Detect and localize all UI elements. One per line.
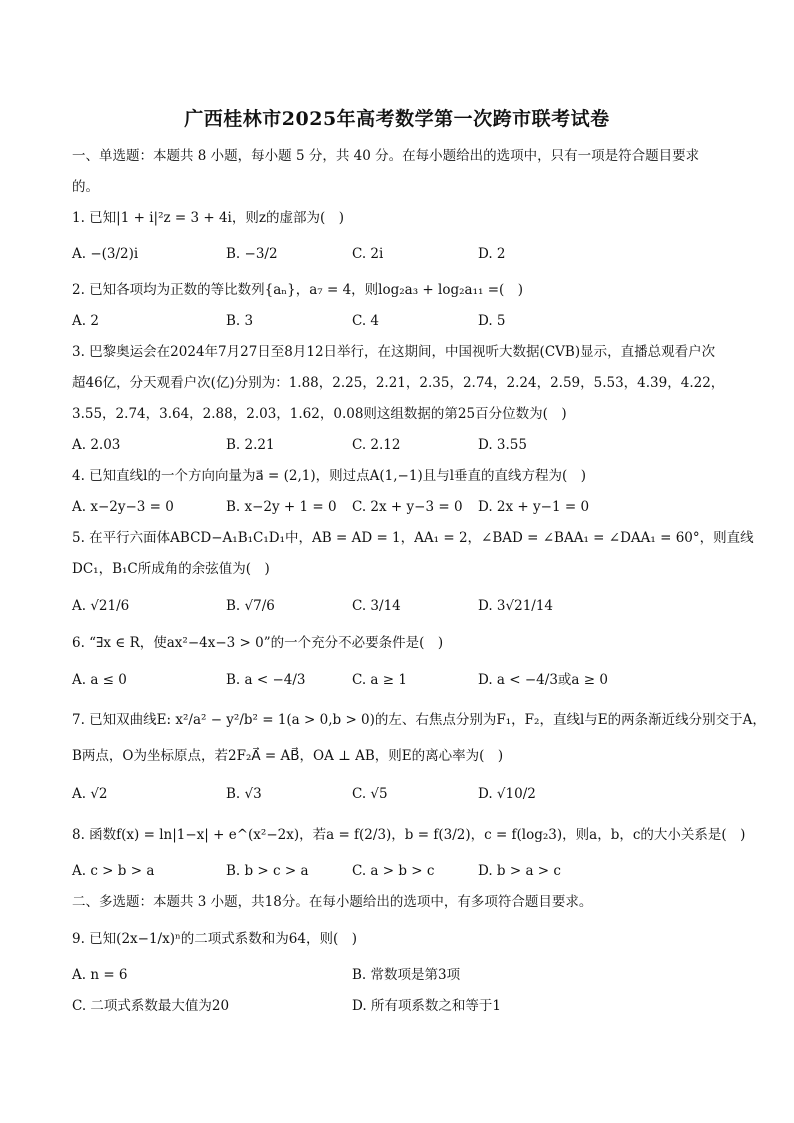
q1-option-b: B. −3/2 [226, 246, 278, 262]
q3-option-b: B. 2.21 [226, 437, 275, 453]
q1-option-d: D. 2 [478, 246, 506, 262]
q6-option-d: D. a < −4/3或a ≥ 0 [478, 672, 608, 688]
q2-option-c: C. 4 [352, 313, 380, 329]
q2-stem: 2. 已知各项均为正数的等比数列{aₙ}，a₇ = 4，则log₂a₃ + log₂a₁₁ =( ) [72, 282, 524, 298]
section1-heading-cont: 的。 [72, 179, 99, 195]
q4-option-b: B. x−2y + 1 = 0 [226, 499, 337, 515]
q9-option-d: D. 所有项系数之和等于1 [352, 998, 502, 1014]
q1-option-a: A. −(3/2)i [72, 246, 139, 262]
q2-option-d: D. 5 [478, 313, 506, 329]
q9-option-b: B. 常数项是第3项 [352, 967, 461, 983]
q3-option-c: C. 2.12 [352, 437, 401, 453]
q5-stem-line2: DC₁，B₁C所成角的余弦值为( ) [72, 561, 270, 577]
exam-title: 广西桂林市2025年高考数学第一次跨市联考试卷 [184, 108, 610, 130]
q7-option-d: D. √10/2 [478, 786, 536, 802]
q1-option-c: C. 2i [352, 246, 384, 262]
q8-stem: 8. 函数f(x) = ln|1−x| + e^(x²−2x)，若a = f(2/3)，b = f(3/2)，c = f(log₂3)，则a，b，c的大小关系是( ) [72, 827, 746, 843]
q9-option-a: A. n = 6 [72, 967, 128, 983]
q3-option-a: A. 2.03 [72, 437, 121, 453]
q6-stem: 6. “∃x ∈ R，使ax²−4x−3 > 0”的一个充分不必要条件是( ) [72, 635, 444, 651]
q7-stem-line2: B两点，O为坐标原点，若2F₂A⃗ = AB⃗，OA ⊥ AB，则E的离心率为( ) [72, 748, 504, 764]
q3-stem-line2: 超46亿，分天观看户次(亿)分别为：1.88，2.25，2.21，2.35，2.74，2.24，2.59，5.53，4.39，4.22， [72, 375, 725, 391]
q9-option-c: C. 二项式系数最大值为20 [72, 998, 230, 1014]
q5-option-d: D. 3√21/14 [478, 598, 554, 614]
q2-option-a: A. 2 [72, 313, 99, 329]
q8-option-c: C. a > b > c [352, 863, 435, 879]
q8-option-a: A. c > b > a [72, 863, 155, 879]
q7-option-b: B. √3 [226, 786, 262, 802]
q8-option-b: B. b > c > a [226, 863, 309, 879]
q7-stem-line1: 7. 已知双曲线E: x²/a² − y²/b² = 1(a > 0,b > 0)的左、右焦点分别为F₁，F₂，直线l与E的两条渐近线分别交于A， [72, 712, 766, 728]
q3-option-d: D. 3.55 [478, 437, 527, 453]
q2-option-b: B. 3 [226, 313, 254, 329]
q5-option-b: B. √7/6 [226, 598, 275, 614]
section1-heading: 一、单选题：本题共 8 小题，每小题 5 分，共 40 分。在每小题给出的选项中，只有一项是符合题目要求 [72, 148, 700, 164]
q6-option-a: A. a ≤ 0 [72, 672, 127, 688]
q6-option-b: B. a < −4/3 [226, 672, 306, 688]
q6-option-c: C. a ≥ 1 [352, 672, 407, 688]
q7-option-c: C. √5 [352, 786, 388, 802]
q4-option-c: C. 2x + y−3 = 0 [352, 499, 463, 515]
q5-option-c: C. 3/14 [352, 598, 401, 614]
q5-stem-line1: 5. 在平行六面体ABCD−A₁B₁C₁D₁中，AB = AD = 1，AA₁ = 2，∠BAD = ∠BAA₁ = ∠DAA₁ = 60°，则直线 [72, 530, 754, 546]
q5-option-a: A. √21/6 [72, 598, 130, 614]
q3-stem-line1: 3. 巴黎奥运会在2024年7月27日至8月12日举行，在这期间，中国视听大数据(CVB)显示，直播总观看户次 [72, 344, 716, 360]
q4-option-d: D. 2x + y−1 = 0 [478, 499, 590, 515]
q1-stem: 1. 已知|1 + i|²z = 3 + 4i，则z的虚部为( ) [72, 210, 345, 226]
section2-heading: 二、多选题：本题共 3 小题，共18分。在每小题给出的选项中，有多项符合题目要求。 [72, 894, 593, 910]
q3-stem-line3: 3.55，2.74，3.64，2.88，2.03，1.62，0.08则这组数据的第25百分位数为( ) [72, 406, 567, 422]
q8-option-d: D. b > a > c [478, 863, 561, 879]
q7-option-a: A. √2 [72, 786, 108, 802]
q4-stem: 4. 已知直线l的一个方向向量为a⃗ = (2,1)，则过点A(1,−1)且与l垂直的直线方程为( ) [72, 468, 587, 484]
q4-option-a: A. x−2y−3 = 0 [72, 499, 174, 515]
q9-stem: 9. 已知(2x−1/x)ⁿ的二项式系数和为64，则( ) [72, 931, 358, 947]
